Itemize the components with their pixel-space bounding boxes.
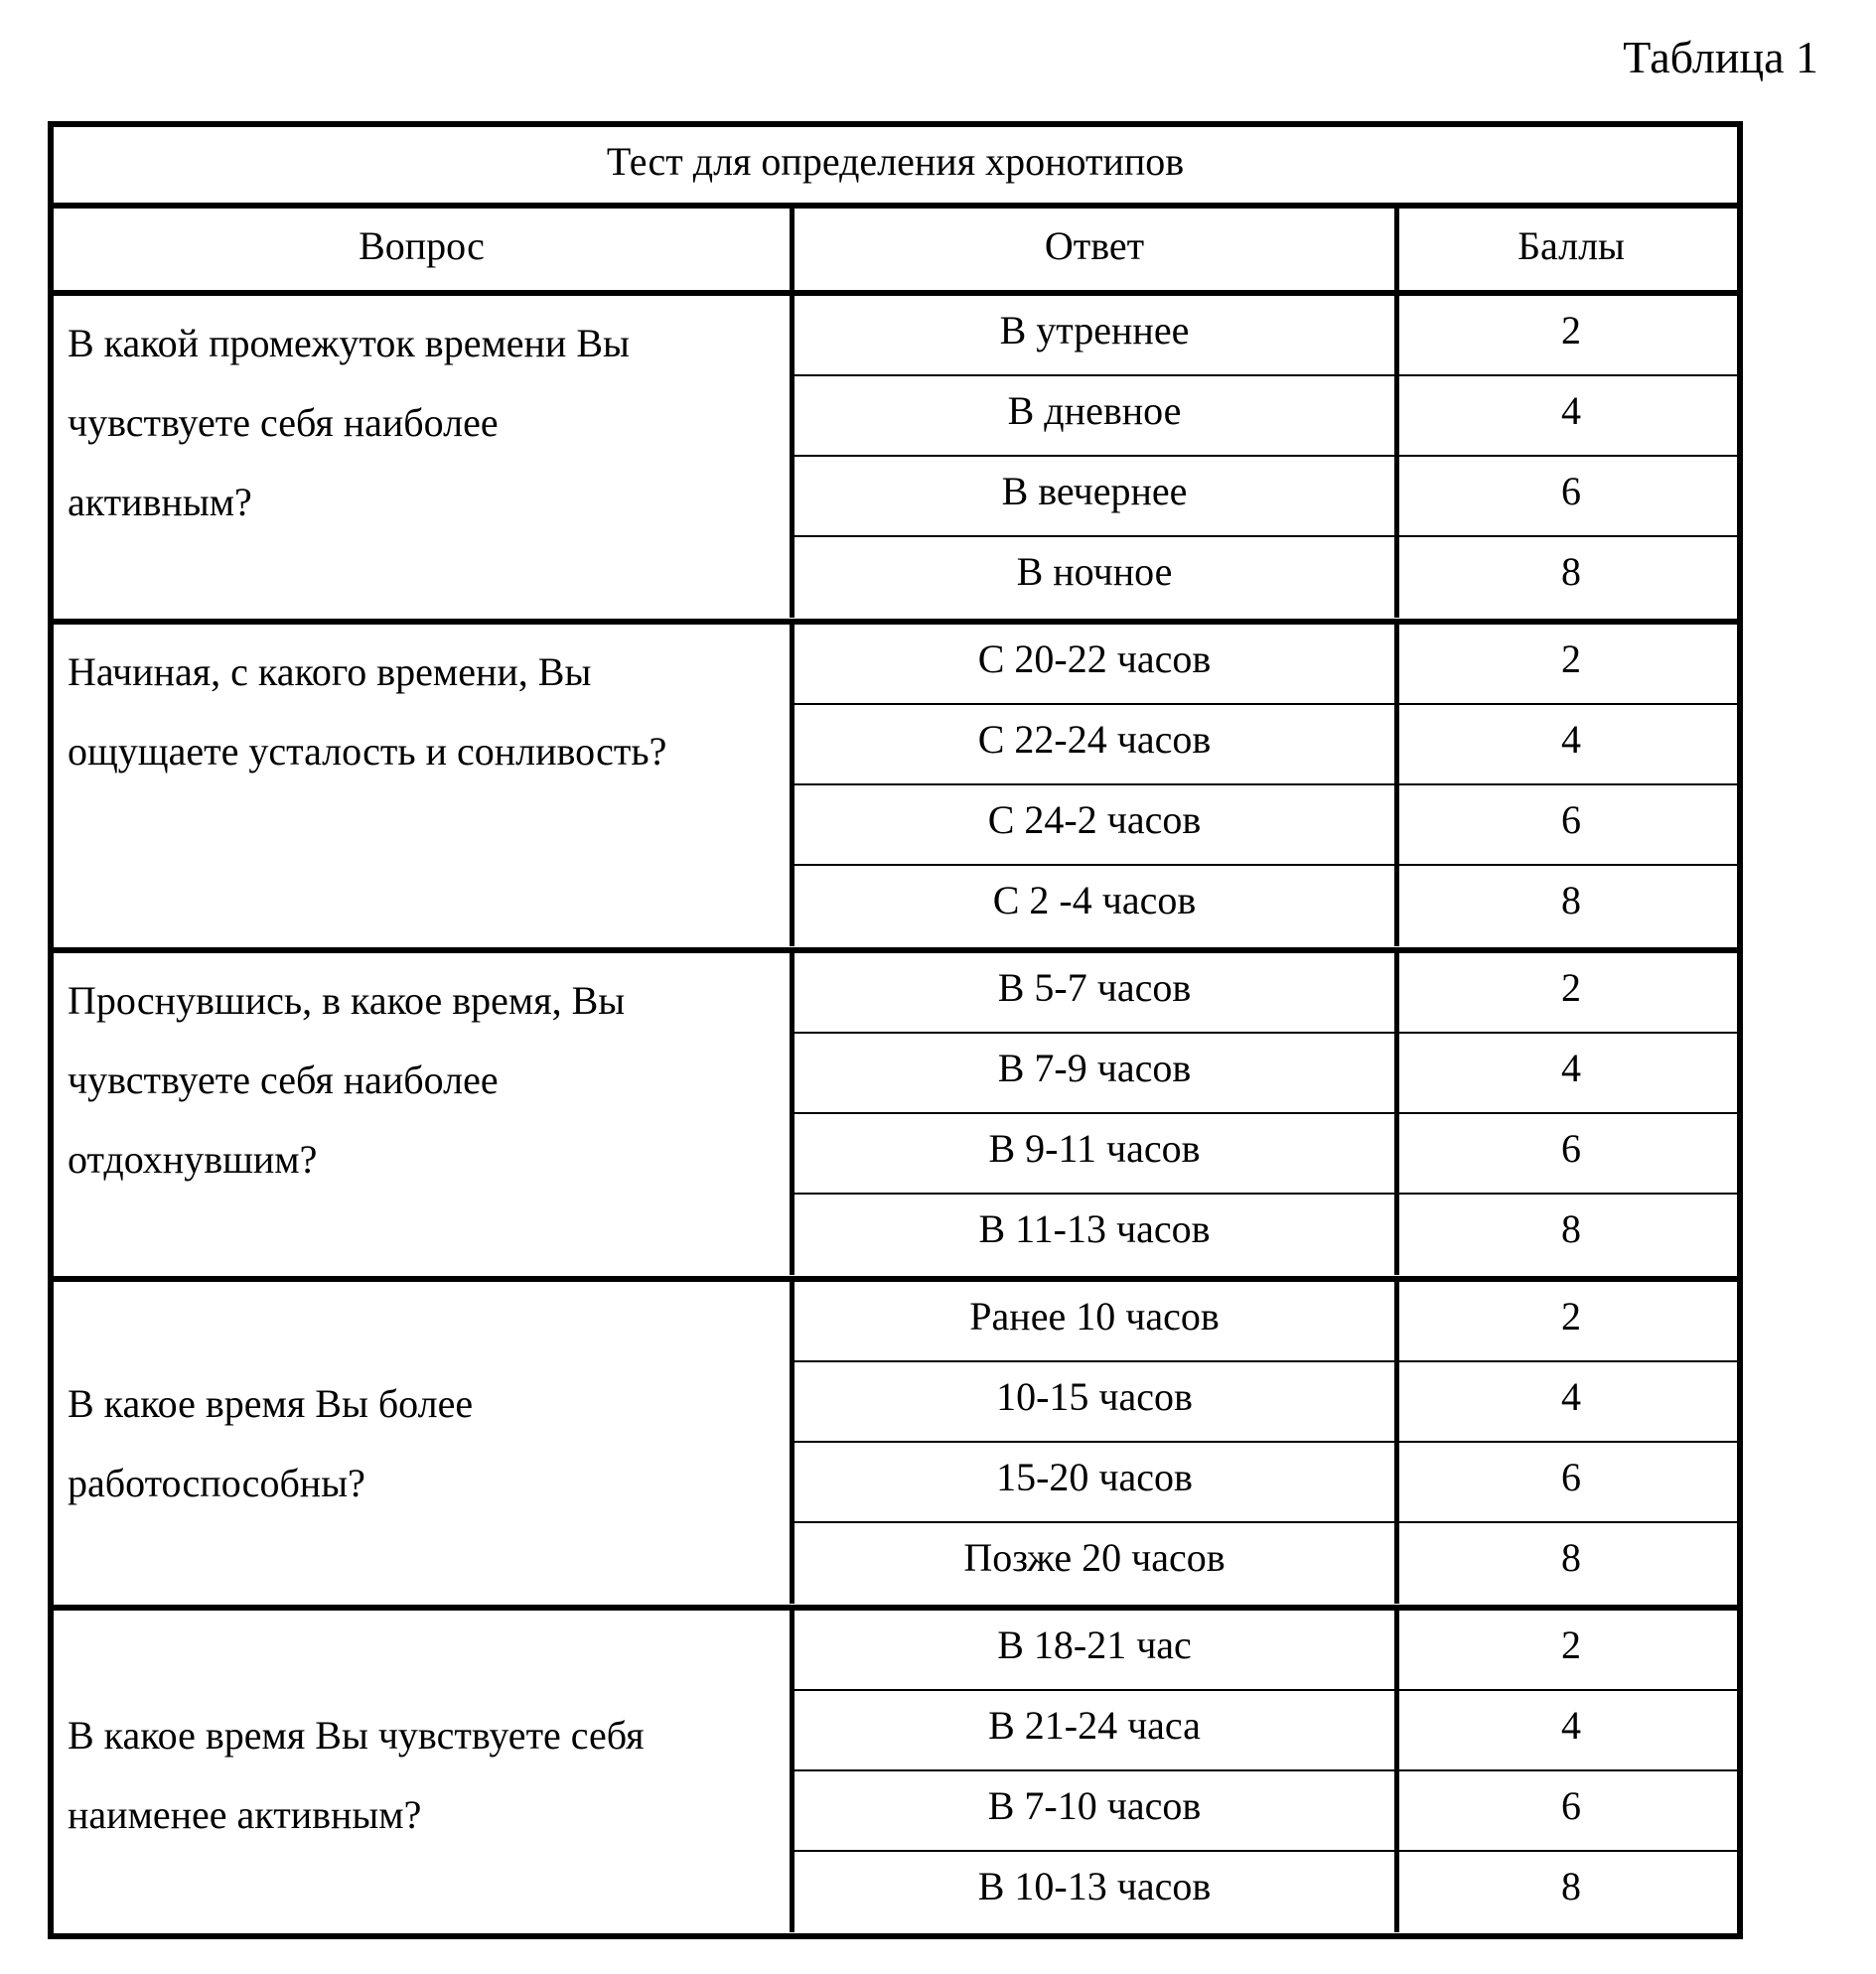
question-section	[54, 625, 1737, 953]
answer-points: 4	[1394, 376, 1743, 455]
answer-text: 15-20 часов	[790, 1443, 1394, 1521]
question-section	[54, 1611, 1737, 1939]
answer-points: 2	[1394, 296, 1743, 374]
answer-text: В утреннее	[790, 296, 1394, 374]
answer-row	[790, 296, 1743, 376]
question-cell	[54, 625, 790, 947]
answer-text: Позже 20 часов	[790, 1523, 1394, 1604]
answer-text: В 7-9 часов	[790, 1034, 1394, 1112]
answer-points: 2	[1394, 625, 1743, 703]
header-answer: Ответ	[790, 209, 1394, 290]
answer-points: 8	[1394, 537, 1743, 618]
answer-text: В 7-10 часов	[790, 1771, 1394, 1850]
answer-text: В 21-24 часа	[790, 1691, 1394, 1769]
question-text	[68, 304, 780, 542]
question-cell	[54, 1282, 790, 1605]
answer-text: В 18-21 час	[790, 1611, 1394, 1689]
answer-text: С 20-22 часов	[790, 625, 1394, 703]
answer-row	[790, 1771, 1743, 1852]
answer-points: 4	[1394, 705, 1743, 783]
answer-points: 4	[1394, 1362, 1743, 1441]
answer-points: 2	[1394, 1611, 1743, 1689]
question-line: чувствуете себя наиболее	[68, 400, 499, 445]
answer-row	[790, 1034, 1743, 1114]
answer-row	[790, 705, 1743, 785]
answer-text: В 10-13 часов	[790, 1852, 1394, 1932]
answers-column	[790, 1611, 1743, 1939]
answer-text: В дневное	[790, 376, 1394, 455]
answer-points: 6	[1394, 1114, 1743, 1193]
answer-text: 10-15 часов	[790, 1362, 1394, 1441]
table-title: Тест для определения хронотипов	[54, 127, 1737, 209]
question-line: работоспособны?	[68, 1460, 365, 1505]
answer-points: 8	[1394, 1195, 1743, 1275]
answer-text: В вечернее	[790, 457, 1394, 535]
answer-row	[790, 1691, 1743, 1771]
question-line: Проснувшись, в какое время, Вы	[68, 978, 626, 1023]
answer-text: С 2 -4 часов	[790, 866, 1394, 946]
answer-row	[790, 1195, 1743, 1275]
question-line: чувствуете себя наиболее	[68, 1058, 499, 1102]
answer-text: В ночное	[790, 537, 1394, 618]
question-text	[68, 1364, 473, 1523]
question-line: В какое время Вы более	[68, 1380, 474, 1426]
answer-points: 6	[1394, 785, 1743, 864]
answer-row	[790, 625, 1743, 705]
header-points: Баллы	[1394, 209, 1743, 290]
question-text	[68, 1696, 645, 1855]
table-header-row	[54, 209, 1737, 296]
question-text	[68, 961, 780, 1199]
answers-column	[790, 953, 1743, 1276]
question-line: ощущаете усталость и сонливость?	[68, 729, 667, 774]
chronotype-test-table	[48, 121, 1743, 1939]
answer-row	[790, 1523, 1743, 1604]
answer-row	[790, 953, 1743, 1034]
answer-row	[790, 1282, 1743, 1362]
answer-row	[790, 537, 1743, 618]
question-text	[68, 633, 780, 791]
answer-text: Ранее 10 часов	[790, 1282, 1394, 1360]
question-cell	[54, 296, 790, 619]
answer-points: 6	[1394, 1771, 1743, 1850]
question-section	[54, 1282, 1737, 1611]
answer-row	[790, 376, 1743, 457]
question-line: В какой промежуток времени Вы	[68, 321, 630, 365]
answers-column	[790, 1282, 1743, 1605]
answer-text: С 24-2 часов	[790, 785, 1394, 864]
answers-column	[790, 625, 1743, 947]
answer-text: В 9-11 часов	[790, 1114, 1394, 1193]
question-cell	[54, 1611, 790, 1939]
question-section	[54, 296, 1737, 625]
answer-points: 8	[1394, 1852, 1743, 1932]
answer-text: С 22-24 часов	[790, 705, 1394, 783]
answer-row	[790, 1852, 1743, 1932]
question-section	[54, 953, 1737, 1282]
answer-text: В 11-13 часов	[790, 1195, 1394, 1275]
answer-row	[790, 866, 1743, 946]
question-line: В какое время Вы чувствуете себя	[68, 1712, 645, 1758]
answer-row	[790, 1114, 1743, 1195]
table-caption: Таблица 1	[1623, 32, 1818, 82]
answer-points: 4	[1394, 1034, 1743, 1112]
answer-points: 8	[1394, 1523, 1743, 1604]
answer-row	[790, 1611, 1743, 1691]
answer-text: В 5-7 часов	[790, 953, 1394, 1032]
header-question: Вопрос	[359, 223, 485, 268]
answer-points: 6	[1394, 1443, 1743, 1521]
answers-column	[790, 296, 1743, 619]
question-line: активным?	[68, 480, 252, 524]
answer-row	[790, 785, 1743, 866]
answer-row	[790, 457, 1743, 537]
answer-points: 6	[1394, 457, 1743, 535]
answer-points: 2	[1394, 1282, 1743, 1360]
question-line: отдохнувшим?	[68, 1137, 318, 1182]
question-line: наименее активным?	[68, 1791, 422, 1837]
answer-row	[790, 1362, 1743, 1443]
question-cell	[54, 953, 790, 1276]
answer-points: 2	[1394, 953, 1743, 1032]
answer-points: 8	[1394, 866, 1743, 946]
question-line: Начиная, с какого времени, Вы	[68, 649, 592, 694]
answer-row	[790, 1443, 1743, 1523]
answer-points: 4	[1394, 1691, 1743, 1769]
